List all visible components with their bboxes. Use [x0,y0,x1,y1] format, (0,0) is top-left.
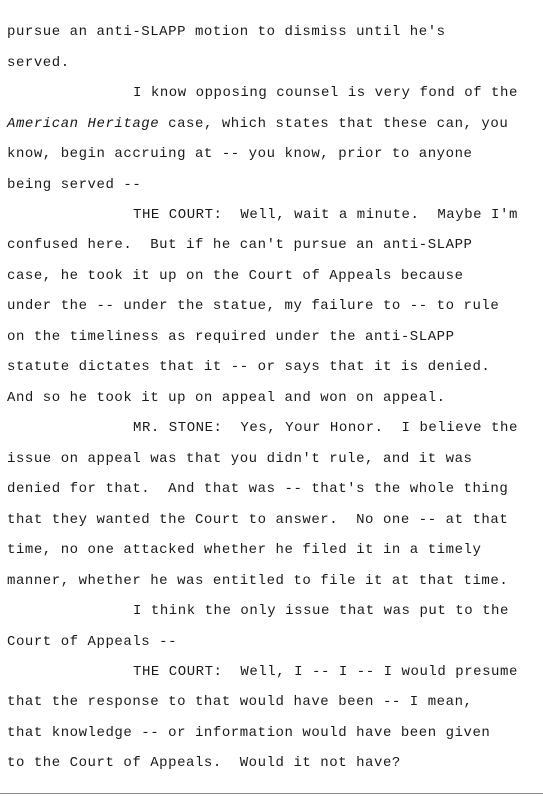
transcript-line: that the response to that would have been -- I mean, [7,694,473,710]
transcript-line: issue on appeal was that you didn't rule, and it was [7,451,473,467]
speaker-line: MR. STONE: Yes, Your Honor. I believe the [133,420,518,436]
transcript-line: pursue an anti-SLAPP motion to dismiss until he's [7,24,446,40]
transcript-line: statute dictates that it -- or says that it is denied. [7,359,491,375]
transcript-line: I think the only issue that was put to the [133,603,509,619]
speaker-line: THE COURT: Well, I -- I -- I would presume [133,664,518,680]
transcript-line: to the Court of Appeals. Would it not have? [7,755,401,771]
transcript-line-text: case, which states that these can, you [159,116,509,132]
case-name: American Heritage [7,116,160,132]
transcript-line: Court of Appeals -- [7,634,178,650]
transcript-line: served. [7,55,70,71]
transcript-line: under the -- under the statue, my failure to -- to rule [7,298,500,314]
transcript-line: time, no one attacked whether he filed it in a timely [7,542,482,558]
transcript-line: I know opposing counsel is very fond of the [133,85,518,101]
transcript-line: being served -- [7,177,142,193]
transcript-line [7,116,508,132]
transcript-line: confused here. But if he can't pursue an anti-SLAPP [7,237,473,253]
speaker-line: THE COURT: Well, wait a minute. Maybe I'm [133,207,518,223]
transcript-line: that they wanted the Court to answer. No one -- at that [7,512,509,528]
transcript-line: on the timeliness as required under the anti-SLAPP [7,329,455,345]
transcript-line: And so he took it up on appeal and won on appeal. [7,390,446,406]
page-bottom-divider [0,793,543,794]
transcript-line: that knowledge -- or information would have been given [7,725,491,741]
transcript-line: know, begin accruing at -- you know, prior to anyone [7,146,473,162]
transcript-line: manner, whether he was entitled to file it at that time. [7,573,509,589]
transcript-line: denied for that. And that was -- that's the whole thing [7,481,509,497]
transcript-line: case, he took it up on the Court of Appeals because [7,268,464,284]
